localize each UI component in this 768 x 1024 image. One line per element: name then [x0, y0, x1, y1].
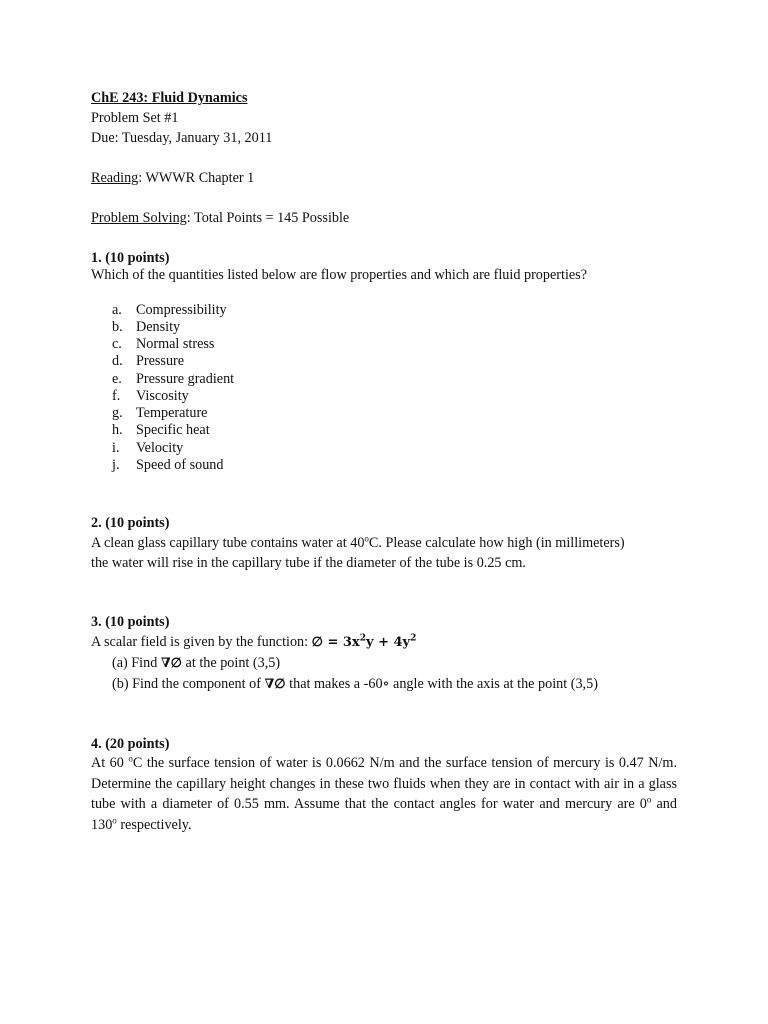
q1-heading: 1. (10 points) — [91, 250, 170, 266]
list-item-label: j. — [112, 457, 120, 473]
q3-heading: 3. (10 points) — [91, 614, 170, 630]
list-item-label: e. — [112, 371, 122, 387]
q3-part-a — [112, 655, 280, 672]
list-item-text: Velocity — [136, 440, 184, 456]
course-title: ChE 243: Fluid Dynamics — [91, 90, 248, 106]
list-item-label: h. — [112, 422, 123, 438]
list-item — [112, 302, 227, 319]
q3-intro-line — [91, 634, 416, 651]
q2-text-a: A clean glass capillary tube contains water at 40 — [91, 535, 365, 551]
reading-text: : WWWR Chapter 1 — [138, 170, 255, 186]
list-item-text: Viscosity — [136, 388, 189, 404]
list-item-text: Temperature — [136, 405, 208, 421]
due-date: Due: Tuesday, January 31, 2011 — [91, 130, 273, 146]
function-part-b: y + 4y — [365, 635, 411, 650]
problem-solving-text: : Total Points = 145 Possible — [186, 210, 350, 226]
list-item — [112, 422, 210, 439]
q4-text-a: At 60 — [91, 755, 129, 771]
list-item-text: Pressure — [136, 353, 185, 369]
q3-part-a-text-2: at the point (3,5) — [182, 655, 281, 671]
reading-label: Reading — [91, 170, 139, 186]
problem-set-number: Problem Set #1 — [91, 110, 179, 126]
q4-heading: 4. (20 points) — [91, 736, 170, 752]
list-item-text: Normal stress — [136, 336, 215, 352]
q3-part-b-text-1: (b) Find the component of — [112, 676, 265, 692]
scalar-function — [312, 635, 417, 650]
degree-superscript: o — [112, 815, 117, 826]
list-item-label: d. — [112, 353, 123, 369]
list-item-label: c. — [112, 336, 122, 352]
list-item-text: Speed of sound — [136, 457, 224, 473]
list-item-label: a. — [112, 302, 122, 318]
list-item — [112, 457, 223, 474]
q3-part-b — [112, 676, 598, 693]
gradient-symbol: ∇∅ — [264, 677, 286, 692]
exponent-superscript: 2 — [410, 633, 417, 644]
function-part-a: ∅ = 3x — [311, 635, 360, 650]
list-item-text: Compressibility — [136, 302, 227, 318]
degree-superscript: o — [646, 794, 652, 805]
list-item — [112, 405, 207, 422]
problem-solving-line — [91, 210, 349, 227]
degree-superscript: o — [128, 753, 133, 764]
list-item — [112, 336, 214, 353]
list-item — [112, 353, 184, 370]
q1-question: Which of the quantities listed below are flow properties and which are fluid properties? — [91, 267, 588, 283]
q2-text-b: C. Please calculate how high (in millimeters) — [368, 535, 625, 551]
list-item-text: Specific heat — [136, 422, 210, 438]
list-item-text: Pressure gradient — [136, 371, 235, 387]
q2-line-1 — [91, 535, 625, 552]
degree-superscript: o — [364, 533, 369, 544]
list-item — [112, 388, 189, 405]
q3-intro: A scalar field is given by the function: — [91, 634, 312, 650]
list-item-label: b. — [112, 319, 123, 335]
list-item-text: Density — [136, 319, 181, 335]
list-item-label: f. — [112, 388, 121, 404]
exponent-superscript: 2 — [359, 633, 366, 644]
q4-text-d: respectively. — [116, 816, 192, 833]
gradient-symbol: ∇∅ — [160, 656, 182, 671]
q3-part-a-text-1: (a) Find — [112, 655, 161, 671]
list-item-label: g. — [112, 405, 123, 421]
q4-paragraph — [91, 753, 677, 835]
q2-heading: 2. (10 points) — [91, 515, 170, 531]
reading-line — [91, 170, 254, 187]
list-item-label: i. — [112, 440, 120, 456]
list-item — [112, 371, 234, 388]
q3-part-b-text-2: that makes a -60∘ angle with the axis at the point (3,5) — [285, 676, 598, 692]
q2-line-2: the water will rise in the capillary tube if the diameter of the tube is 0.25 cm. — [91, 555, 526, 571]
list-item — [112, 440, 183, 457]
q4-text-c: and 130 — [91, 796, 677, 833]
list-item — [112, 319, 180, 336]
q4-text-b: C the surface tension of water is 0.0662 N/m and the surface tension of mercury is 0.47 N/m. Determine the capillary height changes in these two fluids when they are in contact with air in a glass tube with a diameter of 0.55 mm. Assume that the contact angles for water and mercury are 0 — [91, 755, 677, 813]
problem-solving-label: Problem Solving — [91, 210, 187, 226]
